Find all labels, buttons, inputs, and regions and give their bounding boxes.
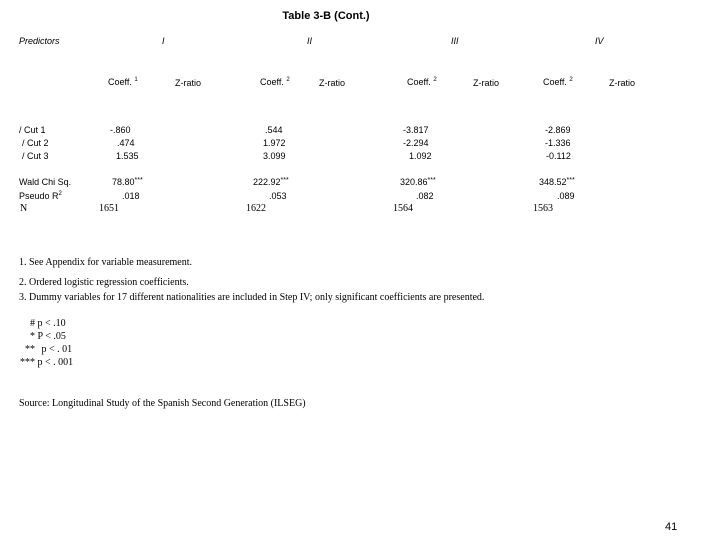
m2-cut1: .544 [265, 125, 283, 135]
m4-cut3: -0.112 [546, 151, 571, 161]
m2-n: 1622 [246, 203, 266, 214]
row-label-cut1: / Cut 1 [19, 125, 46, 135]
sig-row: * P < .05 [30, 331, 66, 342]
table-title: Table 3-B (Cont.) [282, 10, 370, 22]
m3-cut3: 1.092 [409, 151, 432, 161]
note-1: 1. See Appendix for variable measurement. [19, 257, 192, 268]
model-1-label: I [162, 36, 165, 46]
model-1-z-header: Z-ratio [175, 78, 202, 88]
model-2-z-header: Z-ratio [319, 78, 346, 88]
model-2-coeff-header: Coeff. $^2$ [260, 77, 290, 87]
m4-cut2: -1.336 [545, 138, 571, 148]
model-4-coeff-header: Coeff. $^2$ [543, 77, 573, 87]
m1-pseudo: .018 [122, 191, 140, 201]
m4-wald: 348.52*** [539, 177, 575, 187]
note-2: 2. Ordered logistic regression coefficients. [19, 277, 189, 288]
sig-row: *** p < . 001 [20, 357, 74, 368]
m1-cut1: -.860 [110, 125, 131, 135]
sig-row: # p < .10 [30, 318, 66, 329]
model-3-coeff-header: Coeff. $^2$ [407, 77, 437, 87]
row-label-cut3: / Cut 3 [22, 151, 49, 161]
m1-cut3: 1.535 [116, 151, 139, 161]
note-3: 3. Dummy variables for 17 different nationalities are included in Step IV; only significant coefficients are presented. [19, 292, 485, 303]
m1-n: 1651 [99, 203, 119, 214]
m1-cut2: .474 [117, 138, 135, 148]
m2-cut3: 3.099 [263, 151, 286, 161]
model-3-label: III [451, 36, 459, 46]
row-label-pseudo: Pseudo $R^2$ [19, 191, 62, 201]
m3-n: 1564 [393, 203, 413, 214]
source-note: Source: Longitudinal Study of the Spanish Second Generation (ILSEG) [19, 398, 306, 409]
m2-pseudo: .053 [269, 191, 287, 201]
row-label-wald: Wald Chi Sq. [19, 177, 72, 187]
predictors-header: Predictors [19, 36, 60, 46]
m4-n: 1563 [533, 203, 553, 214]
row-label-n: N [20, 203, 28, 214]
row-label-cut2: / Cut 2 [22, 138, 49, 148]
model-4-z-header: Z-ratio [609, 78, 636, 88]
m1-wald: 78.80*** [112, 177, 143, 187]
m4-pseudo: .089 [557, 191, 575, 201]
page-number: 41 [665, 521, 678, 533]
m2-wald: 222.92*** [253, 177, 289, 187]
m2-cut2: 1.972 [263, 138, 286, 148]
m3-wald: 320.86*** [400, 177, 436, 187]
m3-pseudo: .082 [416, 191, 434, 201]
model-3-z-header: Z-ratio [473, 78, 500, 88]
m3-cut2: -2.294 [403, 138, 429, 148]
model-2-label: II [307, 36, 313, 46]
m3-cut1: -3.817 [403, 125, 429, 135]
model-4-label: IV [595, 36, 604, 46]
m4-cut1: -2.869 [545, 125, 571, 135]
sig-row: ** p < . 01 [25, 344, 73, 355]
model-1-coeff-header: Coeff. $^1$ [108, 77, 138, 87]
